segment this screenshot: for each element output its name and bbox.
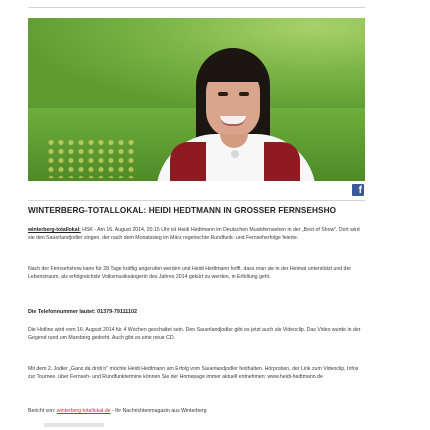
article-paragraph-hotline: Die Hotline wird vom 16. August 2014 für 4 Wochen geschaltet sein. Den Sauerlandjodler gibt es jetzt auch als Videoclip. Das Video wurde in der Gegend rund um Marsberg gedreht. Auch gibt es eine neue CD. [28, 327, 361, 342]
source-link[interactable]: winterberg-totallokal: [28, 227, 81, 233]
portrait-figure [156, 38, 316, 181]
phone-number-text: Die Telefonnummer lautet: 01379-79111102 [28, 309, 137, 315]
article-paragraph-call: Nach der Fernsehshow kann für 28 Tage kräftig angerufen werden und Heidi Hedtmann hofft, dass man sie in der Heimat unterstützt und der Lebenstraum, als erfolgreichste Volksmusiksängerin des Jahres 2014 gekürt zu werden, in Erfüllung geht. [28, 266, 352, 281]
top-divider [28, 7, 365, 8]
article-title: WINTERBERG-TOTALLOKAL: HEIDI HEDTMANN IN GROSSER FERNSEHSHO [28, 206, 337, 215]
title-divider [28, 200, 365, 201]
facebook-share-icon[interactable]: f [352, 184, 364, 196]
cropped-footer-element [44, 423, 104, 427]
article-paragraph-intro [28, 226, 365, 243]
source-site-link[interactable]: winterberg-totallokal.de [56, 408, 111, 414]
article-photo [28, 18, 365, 181]
intro-text: HSK - Am 16. August 2014, 20.15 Uhr ist Heidi Hedtmann im Deutschen Musikfernsehen in der „Best of Show". Dort wird sie den Sauerlandjodler singen, der nach dem Monatssieg im März regelrechte Rundfunk- und Fernseherfolge feierte. [28, 227, 360, 242]
article-paragraph-second-jodler: Mit dem 2. Jodler „Ganz da drob'n" möchte Heidi Hedtmann am Erfolg vom Sauerlandjodler festhalten. Hörproben, der Link zum Videoclip, Infos zur Tournee, über Fernseh- und Rundfunktermine können Sie der Homepage immer aktuell entnehmen: www.heidi-hedtmann.de [28, 366, 359, 381]
source-prefix: Bericht von: [28, 408, 57, 414]
source-suffix: - Ihr Nachrichtenmagazin aus Winterberg [110, 408, 207, 414]
article-source-line [28, 407, 365, 415]
